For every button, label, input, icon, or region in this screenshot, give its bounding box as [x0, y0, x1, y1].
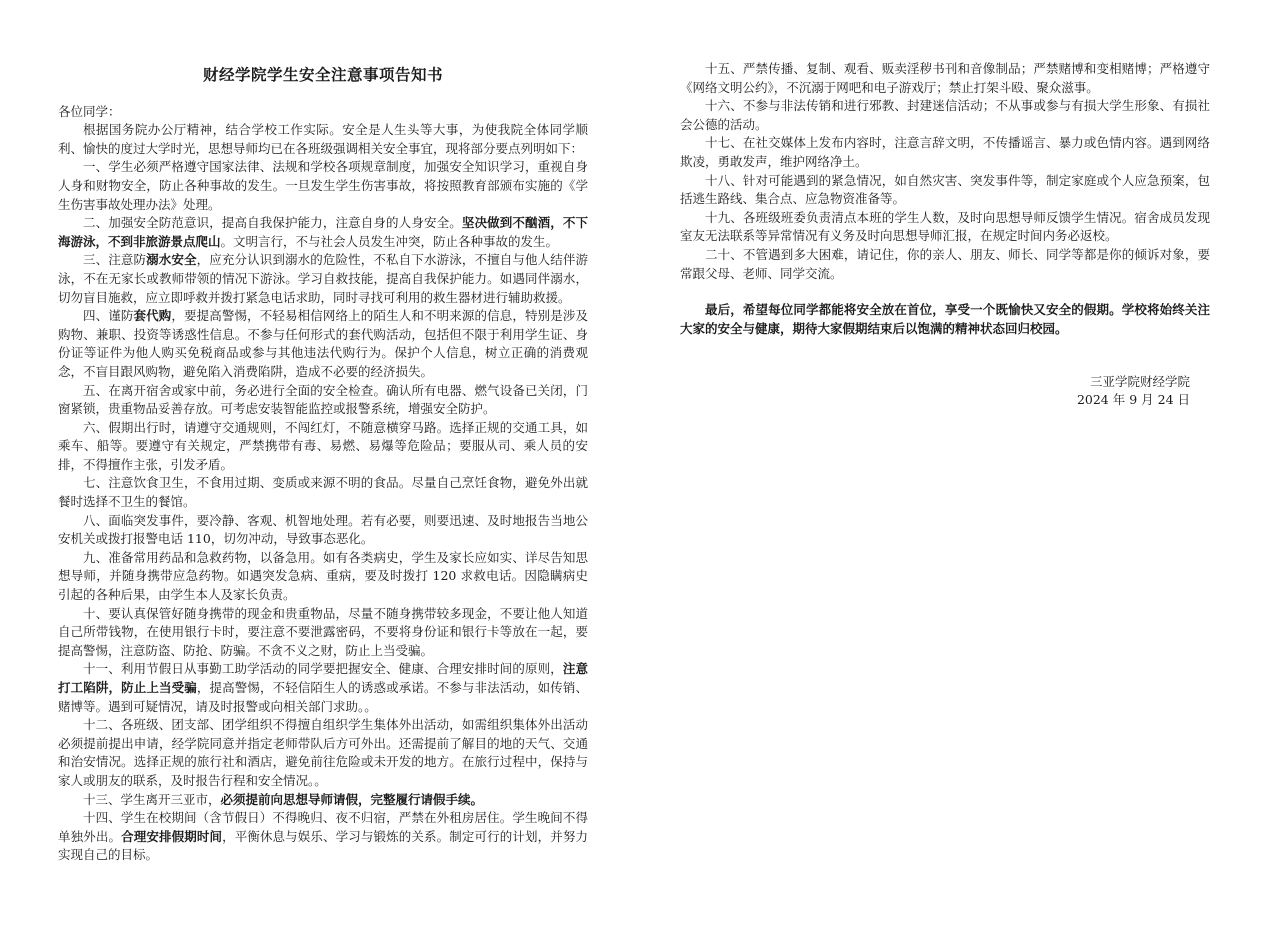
- item-14-text-end: ，平衡休息与娱乐、学习与锻炼的关系。制定可行的计划，并努力实现自己的目标。: [58, 828, 588, 863]
- item-14-text: 十四、学生在校期间（含节假日）不得晚归、夜不归宿，严禁在外租房居住。学生晚间不得单独外出。: [58, 810, 588, 844]
- item-6: 六、假期出行时，请遵守交通规则，不闯红灯，不随意横穿马路。选择正规的交通工具，如乘车、船等。要遵守有关规定，严禁携带有毒、易燃、易爆等危险品；要服从司、乘人员的安排，不得擅作主张，引发矛盾。: [58, 419, 588, 472]
- item-4-text: 四、谨防: [83, 308, 134, 324]
- item-2-text-end: 。文明言行，不与社会人员发生冲突，防止各种事故的发生。: [220, 233, 559, 249]
- item-11-text-end: ，提高警惕，不轻信陌生人的诱惑或承诺。不参与非法活动，如传销、赌博等。遇到可疑情况，请及时报警或向相关部门求助。。: [58, 680, 588, 714]
- item-13-text: 十三、学生离开三亚市，: [83, 791, 221, 807]
- item-3-text: 三、注意防: [83, 252, 147, 268]
- right-column: [680, 60, 1210, 338]
- item-8: 八、面临突发事件，要冷静、客观、机智地处理。若有必要，则要迅速、及时地报告当地公安机关或拨打报警电话 110，切勿冲动，导致事态恶化。: [58, 512, 588, 547]
- closing-paragraph: 最后，希望每位同学都能将安全放在首位，享受一个既愉快又安全的假期。学校将始终关注大家的安全与健康，期待大家假期结束后以饱满的精神状态回归校园。: [680, 302, 1210, 336]
- item-11-emphasis: 注意打工陷阱，防止上当受骗: [58, 661, 588, 695]
- item-14: [58, 809, 588, 865]
- item-10: 十、要认真保管好随身携带的现金和贵重物品，尽量不随身携带较多现金，不要让他人知道自己所带钱物，在使用银行卡时，要注意不要泄露密码，不要将身份证和银行卡等放在一起，要提高警惕，注意防盗、防抢、防骗。不贪不义之财，防止上当受骗。: [58, 605, 588, 658]
- item-4-text-end: ，要提高警惕，不轻易相信网络上的陌生人和不明来源的信息，特别是涉及购物、兼职、投资等诱惑性信息。不参与任何形式的套代购活动，包括但不限于利用学生证、身份证等证件为他人购买免税商品或参与其他违法代购行为。保护个人信息，树立正确的消费观念，不盲目跟风购物，避免陷入消费陷阱，造成不必要的经济损失。: [58, 308, 588, 379]
- item-3: [58, 251, 588, 307]
- item-12: 十二、各班级、团支部、团学组织不得擅自组织学生集体外出活动，如需组织集体外出活动必须提前提出申请，经学院同意并指定老师带队后方可外出。还需提前了解目的地的天气、交通和治安情况。选择正规的旅行社和酒店，避免前往危险或未开发的地方。在旅行过程中，保持与家人或朋友的联系，及时报告行程和安全情况。。: [58, 717, 588, 788]
- item-1: 一、学生必须严格遵守国家法律、法规和学校各项规章制度，加强安全知识学习，重视自身人身和财物安全，防止各种事故的发生。一旦发生学生伤害事故，将按照教育部颁布实施的《学生伤害事故处理办法》处理。: [58, 159, 588, 212]
- signature-date: 2024 年 9 月 24 日: [1076, 392, 1190, 407]
- item-13-emphasis: 必须提前向思想导师请假，完整履行请假手续。: [220, 791, 484, 807]
- item-11: [58, 660, 588, 716]
- document-title: 财经学院学生安全注意事项告知书: [202, 65, 443, 84]
- item-7: 七、注意饮食卫生，不食用过期、变质或来源不明的食品。尽量自己烹饪食物，避免外出就餐时选择不卫生的餐馆。: [58, 475, 588, 510]
- item-5: 五、在离开宿舍或家中前，务必进行全面的安全检查。确认所有电器、燃气设备已关闭，门窗紧锁，贵重物品妥善存放。可考虑安装智能监控或报警系统，增强安全防护。: [58, 382, 588, 417]
- salutation: 各位同学：: [58, 103, 121, 119]
- item-17: 十七、在社交媒体上发布内容时，注意言辞文明，不传播谣言、暴力或色情内容。遇到网络欺凌，勇敢发声，维护网络净土。: [680, 135, 1210, 169]
- item-4-emphasis: 套代购: [133, 308, 172, 324]
- item-4: [58, 307, 588, 381]
- intro-paragraph: 根据国务院办公厅精神，结合学校工作实际。安全是人生头等大事，为使我院全体同学顺利、愉快的度过大学时光，思想导师均已在各班级强调相关安全事宜，现将部分要点列明如下：: [58, 122, 588, 156]
- item-13: [58, 791, 588, 810]
- item-15: 十五、严禁传播、复制、观看、贩卖淫秽书刊和音像制品；严禁赌博和变相赌博；严格遵守《网络文明公约》，不沉溺于网吧和电子游戏厅；禁止打架斗殴、聚众滋事。: [680, 61, 1210, 95]
- item-14-emphasis: 合理安排假期时间: [121, 828, 223, 844]
- left-column: [58, 0, 588, 865]
- item-20: 二十、不管遇到多大困难，请记住，你的亲人、朋友、师长、同学等都是你的倾诉对象，要常跟父母、老师、同学交流。: [680, 246, 1210, 281]
- item-2-text: 二、加强安全防范意识，提高自我保护能力，注意自身的人身安全。: [83, 215, 462, 231]
- item-2: [58, 214, 588, 251]
- item-9: 九、准备常用药品和急救药物，以备急用。如有各类病史，学生及家长应如实、详尽告知思想导师，并随身携带应急药物。如遇突发急病、重病，要及时拨打 120 求救电话。因隐瞒病史引起的各种后果，由学生本人及家长负责。: [58, 549, 588, 603]
- item-3-emphasis: 溺水安全: [146, 252, 197, 268]
- item-18: 十八、针对可能遇到的紧急情况，如自然灾害、突发事件等，制定家庭或个人应急预案，包括逃生路线、集合点、应急物资准备等。: [680, 172, 1210, 207]
- signature-org: 三亚学院财经学院: [1089, 374, 1190, 389]
- item-11-text: 十一、利用节假日从事勤工助学活动的同学要把握安全、健康、合理安排时间的原则，: [83, 661, 563, 677]
- item-3-text-end: ，应充分认识到溺水的危险性，不私自下水游泳，不擅自与他人结伴游泳，不在无家长或教师带领的情况下游泳。学习自救技能，提高自我保护能力。如遇同伴溺水，切勿盲目施救，应立即呼救并拨打紧急电话求助，同时寻找可利用的救生器材进行辅助救援。: [58, 252, 588, 305]
- item-16: 十六、不参与非法传销和进行邪教、封建迷信活动；不从事或参与有损大学生形象、有损社会公德的活动。: [680, 98, 1210, 132]
- item-2-emphasis: 坚决做到不酗酒，不下海游泳，不到非旅游景点爬山: [58, 215, 588, 249]
- item-19: 十九、各班级班委负责清点本班的学生人数，及时向思想导师反馈学生情况。宿舍成员发现室友无法联系等异常情况有义务及时向思想导师汇报，在规定时间内务必返校。: [680, 209, 1210, 244]
